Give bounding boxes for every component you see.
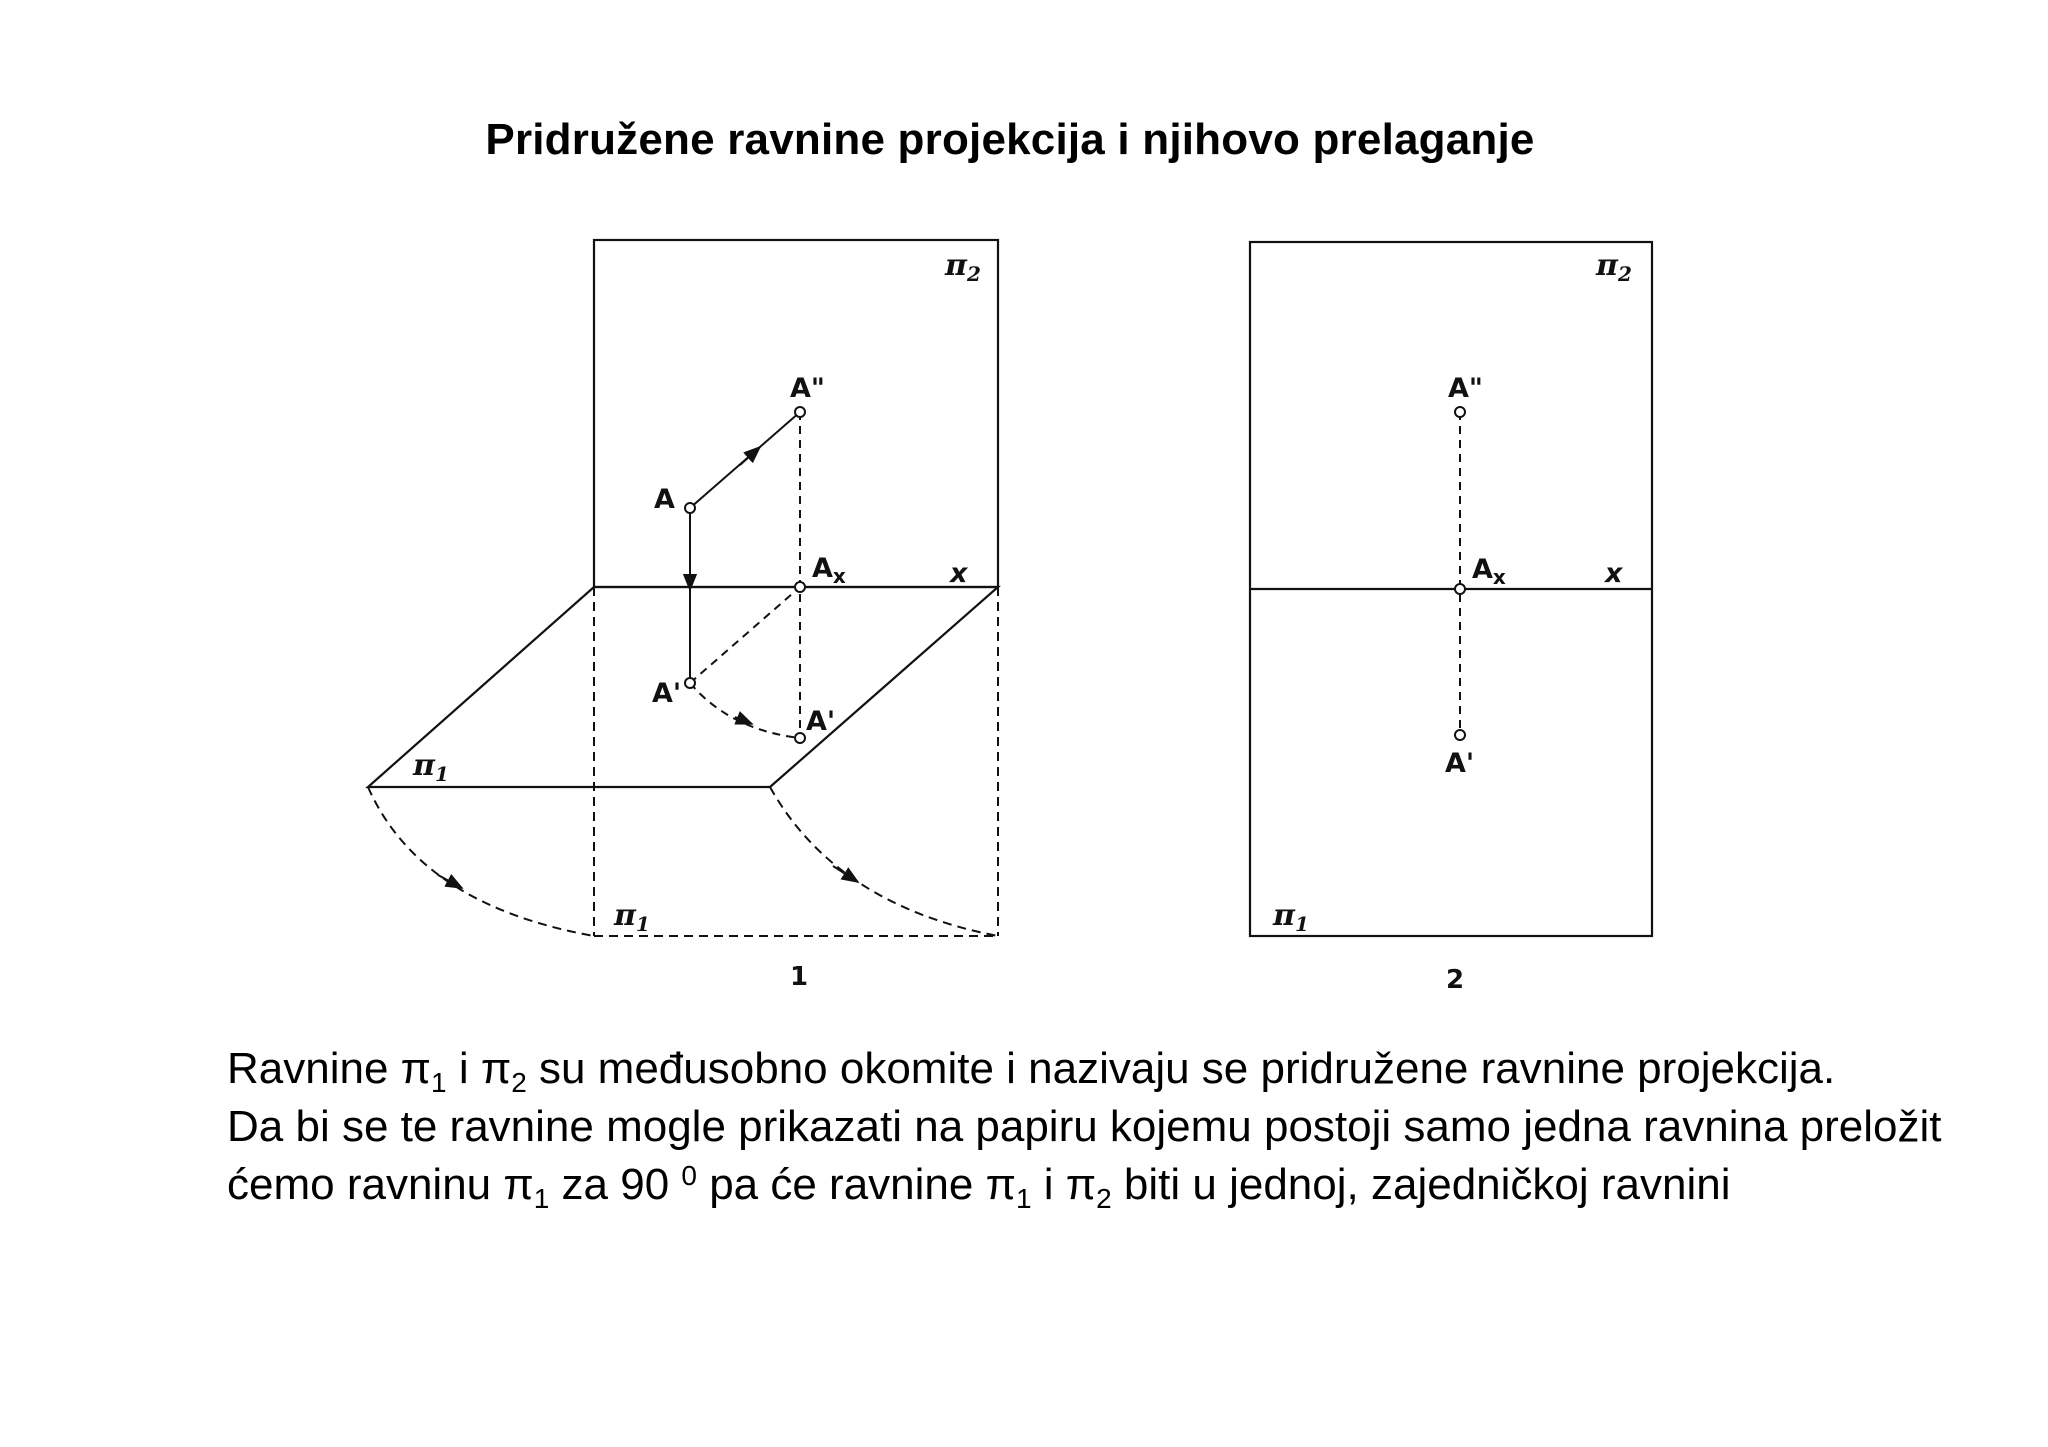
dashed-arc-a1-rotation [690,683,800,738]
plane-pi1-parallelogram [368,587,998,787]
point-ax-marker-fig2 [1455,584,1465,594]
rotation-arc-right [770,787,998,936]
label-a2-fig2: A" [1448,373,1483,404]
point-a2-marker-fig2 [1455,407,1465,417]
figure-2-number: 2 [1446,965,1465,995]
page-title: Pridružene ravnine projekcija i njihovo prelaganje [485,115,1535,164]
point-a1-rot-marker [795,733,805,743]
label-pi2-fig1: $\pi_2$ [945,248,981,286]
figure-2 [1250,242,1652,936]
label-ax-fig2: $A_x$ [1472,554,1506,589]
label-axis-x-fig1: x [950,558,968,589]
label-a1-fig1: A' [652,678,682,709]
label-pi1-lower-fig1: $\pi_1$ [614,898,650,936]
point-a1-marker [685,678,695,688]
label-a1-rot-fig1: A' [806,706,836,737]
paragraph-2: Da bi se te ravnine mogle prikazati na papiru kojemu postoji samo jedna ravnina preložit ćemo ravninu $\pi_1$ za 90 $^0$ pa će ravnine $\pi_1$ i $\pi_2$ biti u jednoj, zajedničkoj ravnini [227,1102,1942,1214]
figure-1 [368,240,998,936]
label-pi1-upper-fig1: $\pi_1$ [413,748,449,786]
label-a2-fig1: A" [790,373,825,404]
figure-1-number: 1 [790,962,809,992]
label-ax-fig1: $A_x$ [812,553,846,588]
point-ax-marker [795,582,805,592]
label-pi2-fig2: $\pi_2$ [1596,248,1632,286]
paragraph-1: Ravnine $\pi_1$ i $\pi_2$ su međusobno okomite i nazivaju se pridružene ravnine projekcija. [227,1044,1836,1098]
point-a2-marker [795,407,805,417]
label-axis-x-fig2: x [1605,558,1623,589]
point-a1-marker-fig2 [1455,730,1465,740]
rotation-arrow-left [438,875,462,888]
label-pi1-fig2: $\pi_1$ [1273,898,1309,936]
dashed-a1-to-ax [690,587,800,683]
explanation-text [227,1040,2007,1214]
label-a-fig1: A [654,484,675,515]
point-a-marker [685,503,695,513]
label-a1-fig2: A' [1445,748,1475,779]
arrow-a-to-a2 [740,447,760,465]
rotation-arrow-right [833,866,858,882]
rotation-arc-left [368,787,594,936]
